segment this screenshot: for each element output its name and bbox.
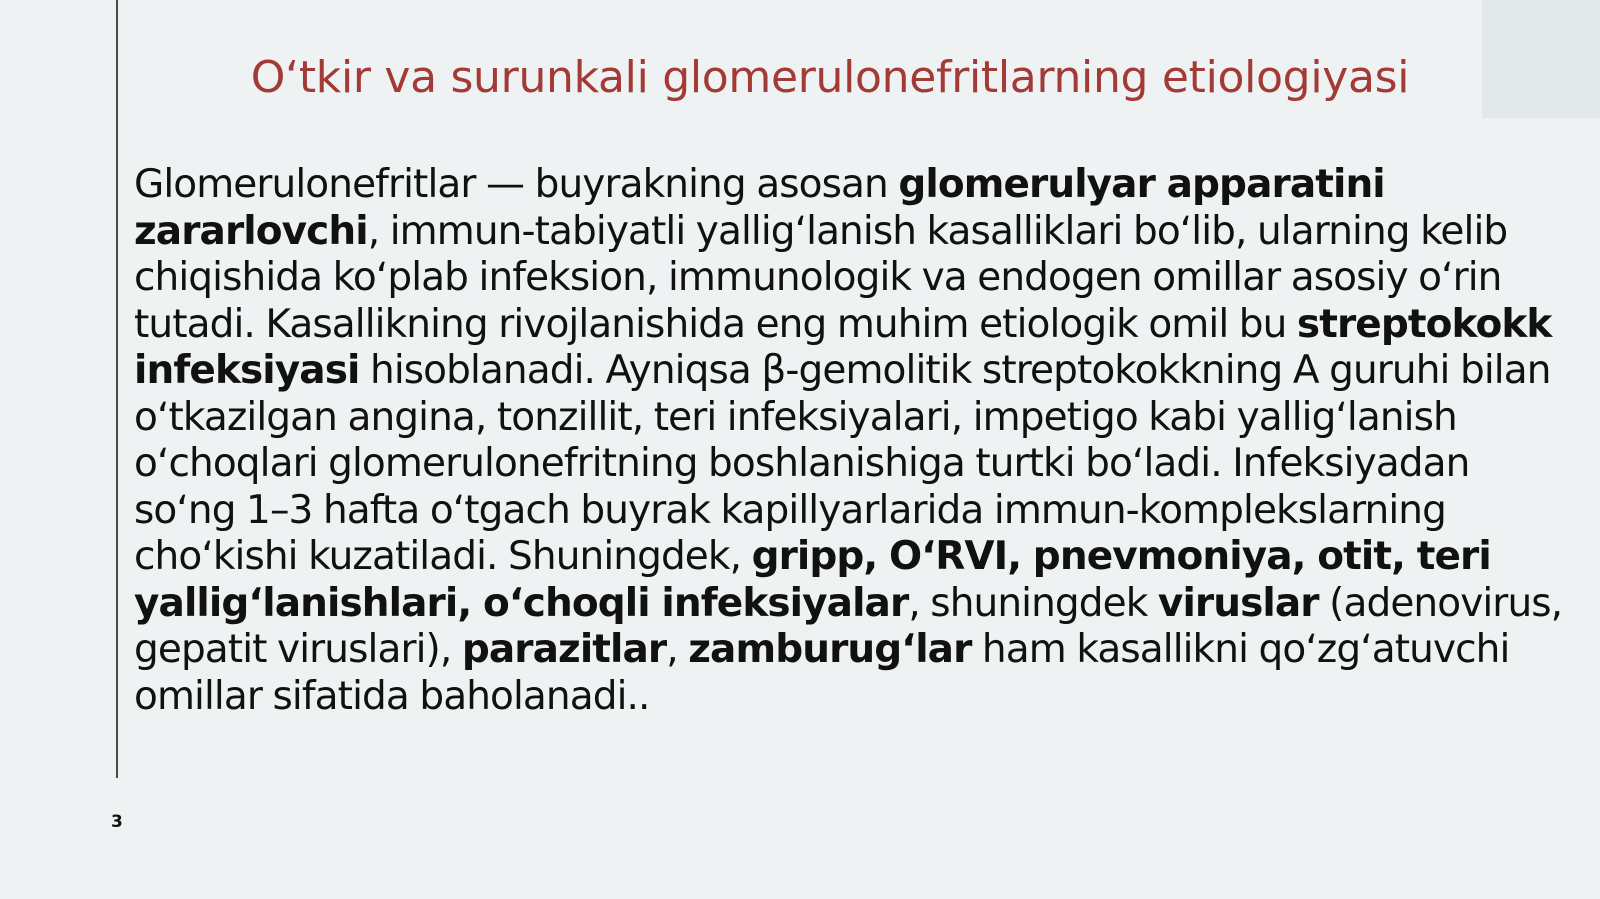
vertical-divider-line (116, 0, 118, 778)
slide-body-paragraph (134, 162, 1564, 720)
body-text-run-bold: parazitlar (461, 627, 667, 672)
body-text-run-bold: glomerulyar apparatini zararlovchi (134, 162, 1385, 254)
body-text-run: , shuningdek (908, 580, 1158, 626)
body-text-run-bold: streptokokk infeksiyasi (134, 301, 1552, 393)
body-text-run-bold: zamburug‘lar (688, 627, 972, 672)
body-text-run: Glomerulonefritlar — buyrakning asosan (134, 162, 899, 207)
body-text-run: hisoblanadi. Ayniqsa β-gemolitik streptokokkning A guruhi bilan o‘tkazilgan angina, tonzillit, teri infeksiyalari, impetigo kabi yallig‘lanish o‘choqlari glomerulonefritning boshlanishiga turtki bo‘ladi. Infeksiyadan so‘ng 1–3 hafta o‘tgach buyrak kapillyarlarida immun-komplekslarning cho‘kishi kuzatiladi. Shuningdek, (134, 348, 1551, 579)
body-text-run-bold: viruslar (1157, 580, 1319, 626)
body-text-run: (adenovirus, gepatit viruslari), (134, 580, 1563, 672)
body-text-run: , immun-tabiyatli yallig‘lanish kasalliklari bo‘lib, ularning kelib chiqishida ko‘plab infeksion, immunologik va endogen omillar asosiy o‘rin tutadi. Kasallikning rivojlanishida eng muhim etiologik omil bu (134, 208, 1508, 347)
body-text-run: ham kasallikni qo‘zg‘atuvchi omillar sifatida baholanadi.. (134, 627, 1510, 719)
body-text-run: , (666, 627, 689, 672)
body-text-run-bold: gripp, O‘RVI, pnevmoniya, otit, teri yallig‘lanishlari, o‘choqli infeksiyalar (134, 534, 1491, 626)
slide-title: O‘tkir va surunkali glomerulonefritlarning etiologiyasi (250, 52, 1410, 103)
slide-number: 3 (111, 812, 123, 832)
